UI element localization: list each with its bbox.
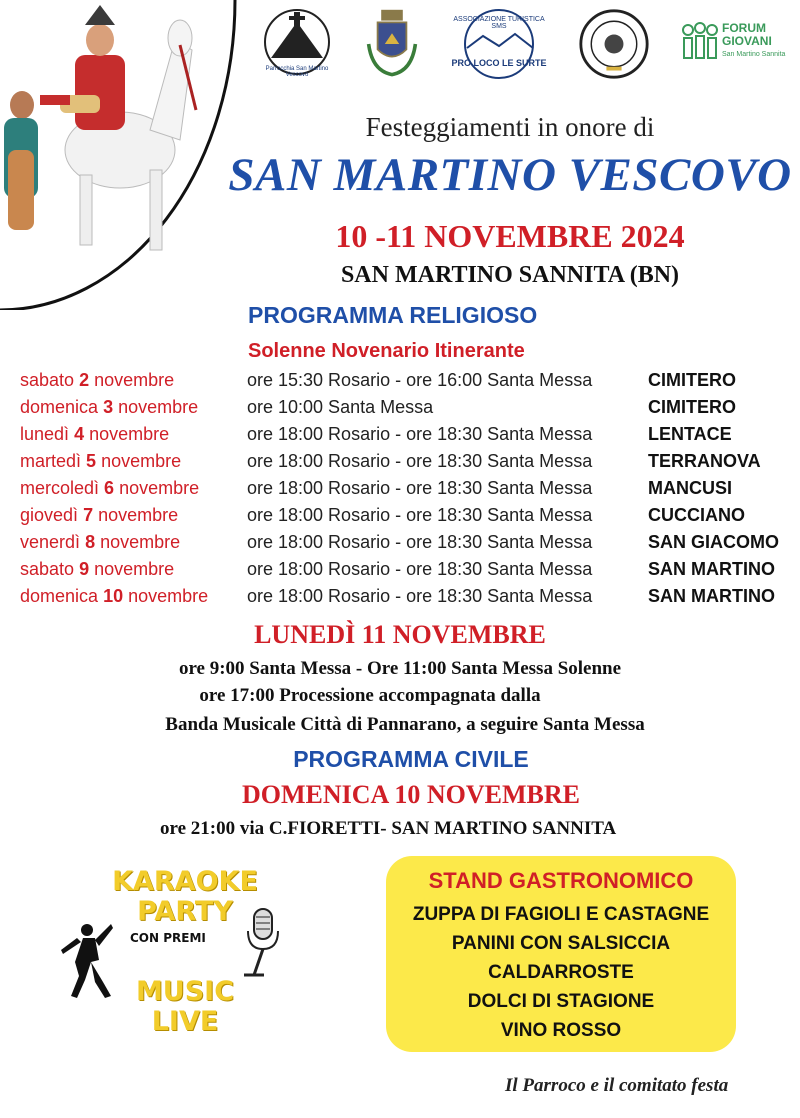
schedule-time: ore 18:00 Rosario - ore 18:30 Santa Messa	[247, 505, 593, 525]
forum-giovani-logo-text	[722, 22, 785, 61]
schedule-day: venerdì 8 novembre	[20, 532, 181, 552]
schedule-day: domenica 10 novembre	[20, 586, 209, 606]
municipal-crest-logo	[360, 8, 424, 80]
schedule-day: mercoledì 6 novembre	[20, 478, 200, 498]
saint-martin-statue-image	[0, 0, 200, 260]
schedule-location: CIMITERO	[648, 397, 736, 417]
schedule-row	[0, 451, 800, 478]
live-line: LIVE	[151, 1006, 219, 1037]
schedule-location: CIMITERO	[648, 370, 736, 390]
monday-heading: LUNEDÌ 11 NOVEMBRE	[254, 620, 546, 649]
karaoke-graphic	[55, 865, 305, 1045]
schedule-day: lunedì 4 novembre	[20, 424, 170, 444]
food-stand-title: STAND GASTRONOMICO	[428, 868, 694, 893]
schedule-row	[0, 559, 800, 586]
schedule-time: ore 18:00 Rosario - ore 18:30 Santa Messa	[247, 424, 593, 444]
forum-giovani-line3: San Martino Sannita	[722, 51, 786, 58]
civil-event: ore 21:00 via C.FIORETTI- SAN MARTINO SANNITA	[160, 818, 617, 839]
food-item: DOLCI DI STAGIONE	[467, 991, 655, 1012]
schedule-day: sabato 9 novembre	[20, 559, 175, 579]
schedule-time: ore 15:30 Rosario - ore 16:00 Santa Messa	[247, 370, 593, 390]
karaoke-line1: KARAOKE	[112, 866, 258, 897]
schedule-location: CUCCIANO	[648, 505, 745, 525]
schedule-day: martedì 5 novembre	[20, 451, 182, 471]
association-seal-logo	[576, 8, 652, 80]
food-item: PANINI CON SALSICCIA	[451, 933, 671, 954]
sunday-heading: DOMENICA 10 NOVEMBRE	[241, 780, 580, 809]
pro-loco-logo-top-text: ASSOCIAZIONE TURISTICA SMS	[453, 16, 545, 30]
schedule-row	[0, 424, 800, 451]
main-title: SAN MARTINO VESCOVO	[228, 149, 792, 201]
forum-giovani-line2: GIOVANI	[722, 34, 772, 48]
food-stand-box	[386, 856, 736, 1052]
signature: Il Parroco e il comitato festa	[505, 1075, 729, 1096]
schedule-location: LENTACE	[648, 424, 732, 444]
schedule-location: SAN MARTINO	[648, 559, 775, 579]
pro-loco-logo-bottom-text: PRO LOCO LE SURTE	[451, 58, 547, 68]
festival-place: SAN MARTINO SANNITA (BN)	[340, 262, 680, 288]
food-item: ZUPPA DI FAGIOLI E CASTAGNE	[412, 904, 710, 925]
novenario-heading: Solenne Novenario Itinerante	[248, 340, 525, 362]
schedule-day: sabato 2 novembre	[20, 370, 175, 390]
monday-line-2: ore 17:00 Processione accompagnata dalla	[199, 685, 541, 706]
schedule-time: ore 18:00 Rosario - ore 18:30 Santa Messa	[247, 478, 593, 498]
music-line: MUSIC	[135, 976, 235, 1007]
schedule-location: TERRANOVA	[648, 451, 761, 471]
schedule-location: SAN GIACOMO	[648, 532, 780, 552]
forum-giovani-line1: FORUM	[722, 21, 766, 35]
festival-dates: 10 -11 NOVEMBRE 2024	[335, 218, 685, 254]
food-item: CALDARROSTE	[488, 962, 634, 983]
schedule-location: SAN MARTINO	[648, 586, 775, 606]
microphone-icon	[240, 905, 285, 980]
monday-line-3: Banda Musicale Città di Pannarano, a seguire Santa Messa	[165, 714, 645, 735]
schedule-day: domenica 3 novembre	[20, 397, 199, 417]
monday-line-1: ore 9:00 Santa Messa - Ore 11:00 Santa Messa Solenne	[178, 658, 622, 679]
schedule-row	[0, 370, 800, 397]
schedule-day: giovedì 7 novembre	[20, 505, 179, 525]
schedule-time: ore 10:00 Santa Messa	[247, 397, 434, 417]
food-item: VINO ROSSO	[500, 1020, 622, 1041]
karaoke-line2: PARTY	[137, 896, 233, 927]
schedule-row	[0, 532, 800, 559]
schedule-location: MANCUSI	[648, 478, 732, 498]
schedule-row	[0, 397, 800, 424]
schedule-time: ore 18:00 Rosario - ore 18:30 Santa Messa	[247, 451, 593, 471]
dancer-icon	[55, 920, 115, 1000]
schedule-time: ore 18:00 Rosario - ore 18:30 Santa Messa	[247, 586, 593, 606]
forum-giovani-people-icon	[680, 20, 720, 60]
schedule-row	[0, 586, 800, 613]
subtitle: Festeggiamenti in onore di	[365, 112, 655, 142]
schedule-row	[0, 478, 800, 505]
music-live-text	[115, 977, 255, 1037]
parish-logo-caption: Parrocchia San Martino Vescovo	[265, 66, 329, 78]
karaoke-prizes: CON PREMI	[130, 931, 206, 945]
religious-program-heading: PROGRAMMA RELIGIOSO	[248, 302, 538, 328]
schedule-time: ore 18:00 Rosario - ore 18:30 Santa Messa	[247, 532, 593, 552]
civil-program-heading: PROGRAMMA CIVILE	[293, 746, 529, 772]
schedule-time: ore 18:00 Rosario - ore 18:30 Santa Messa	[247, 559, 593, 579]
schedule-row	[0, 505, 800, 532]
